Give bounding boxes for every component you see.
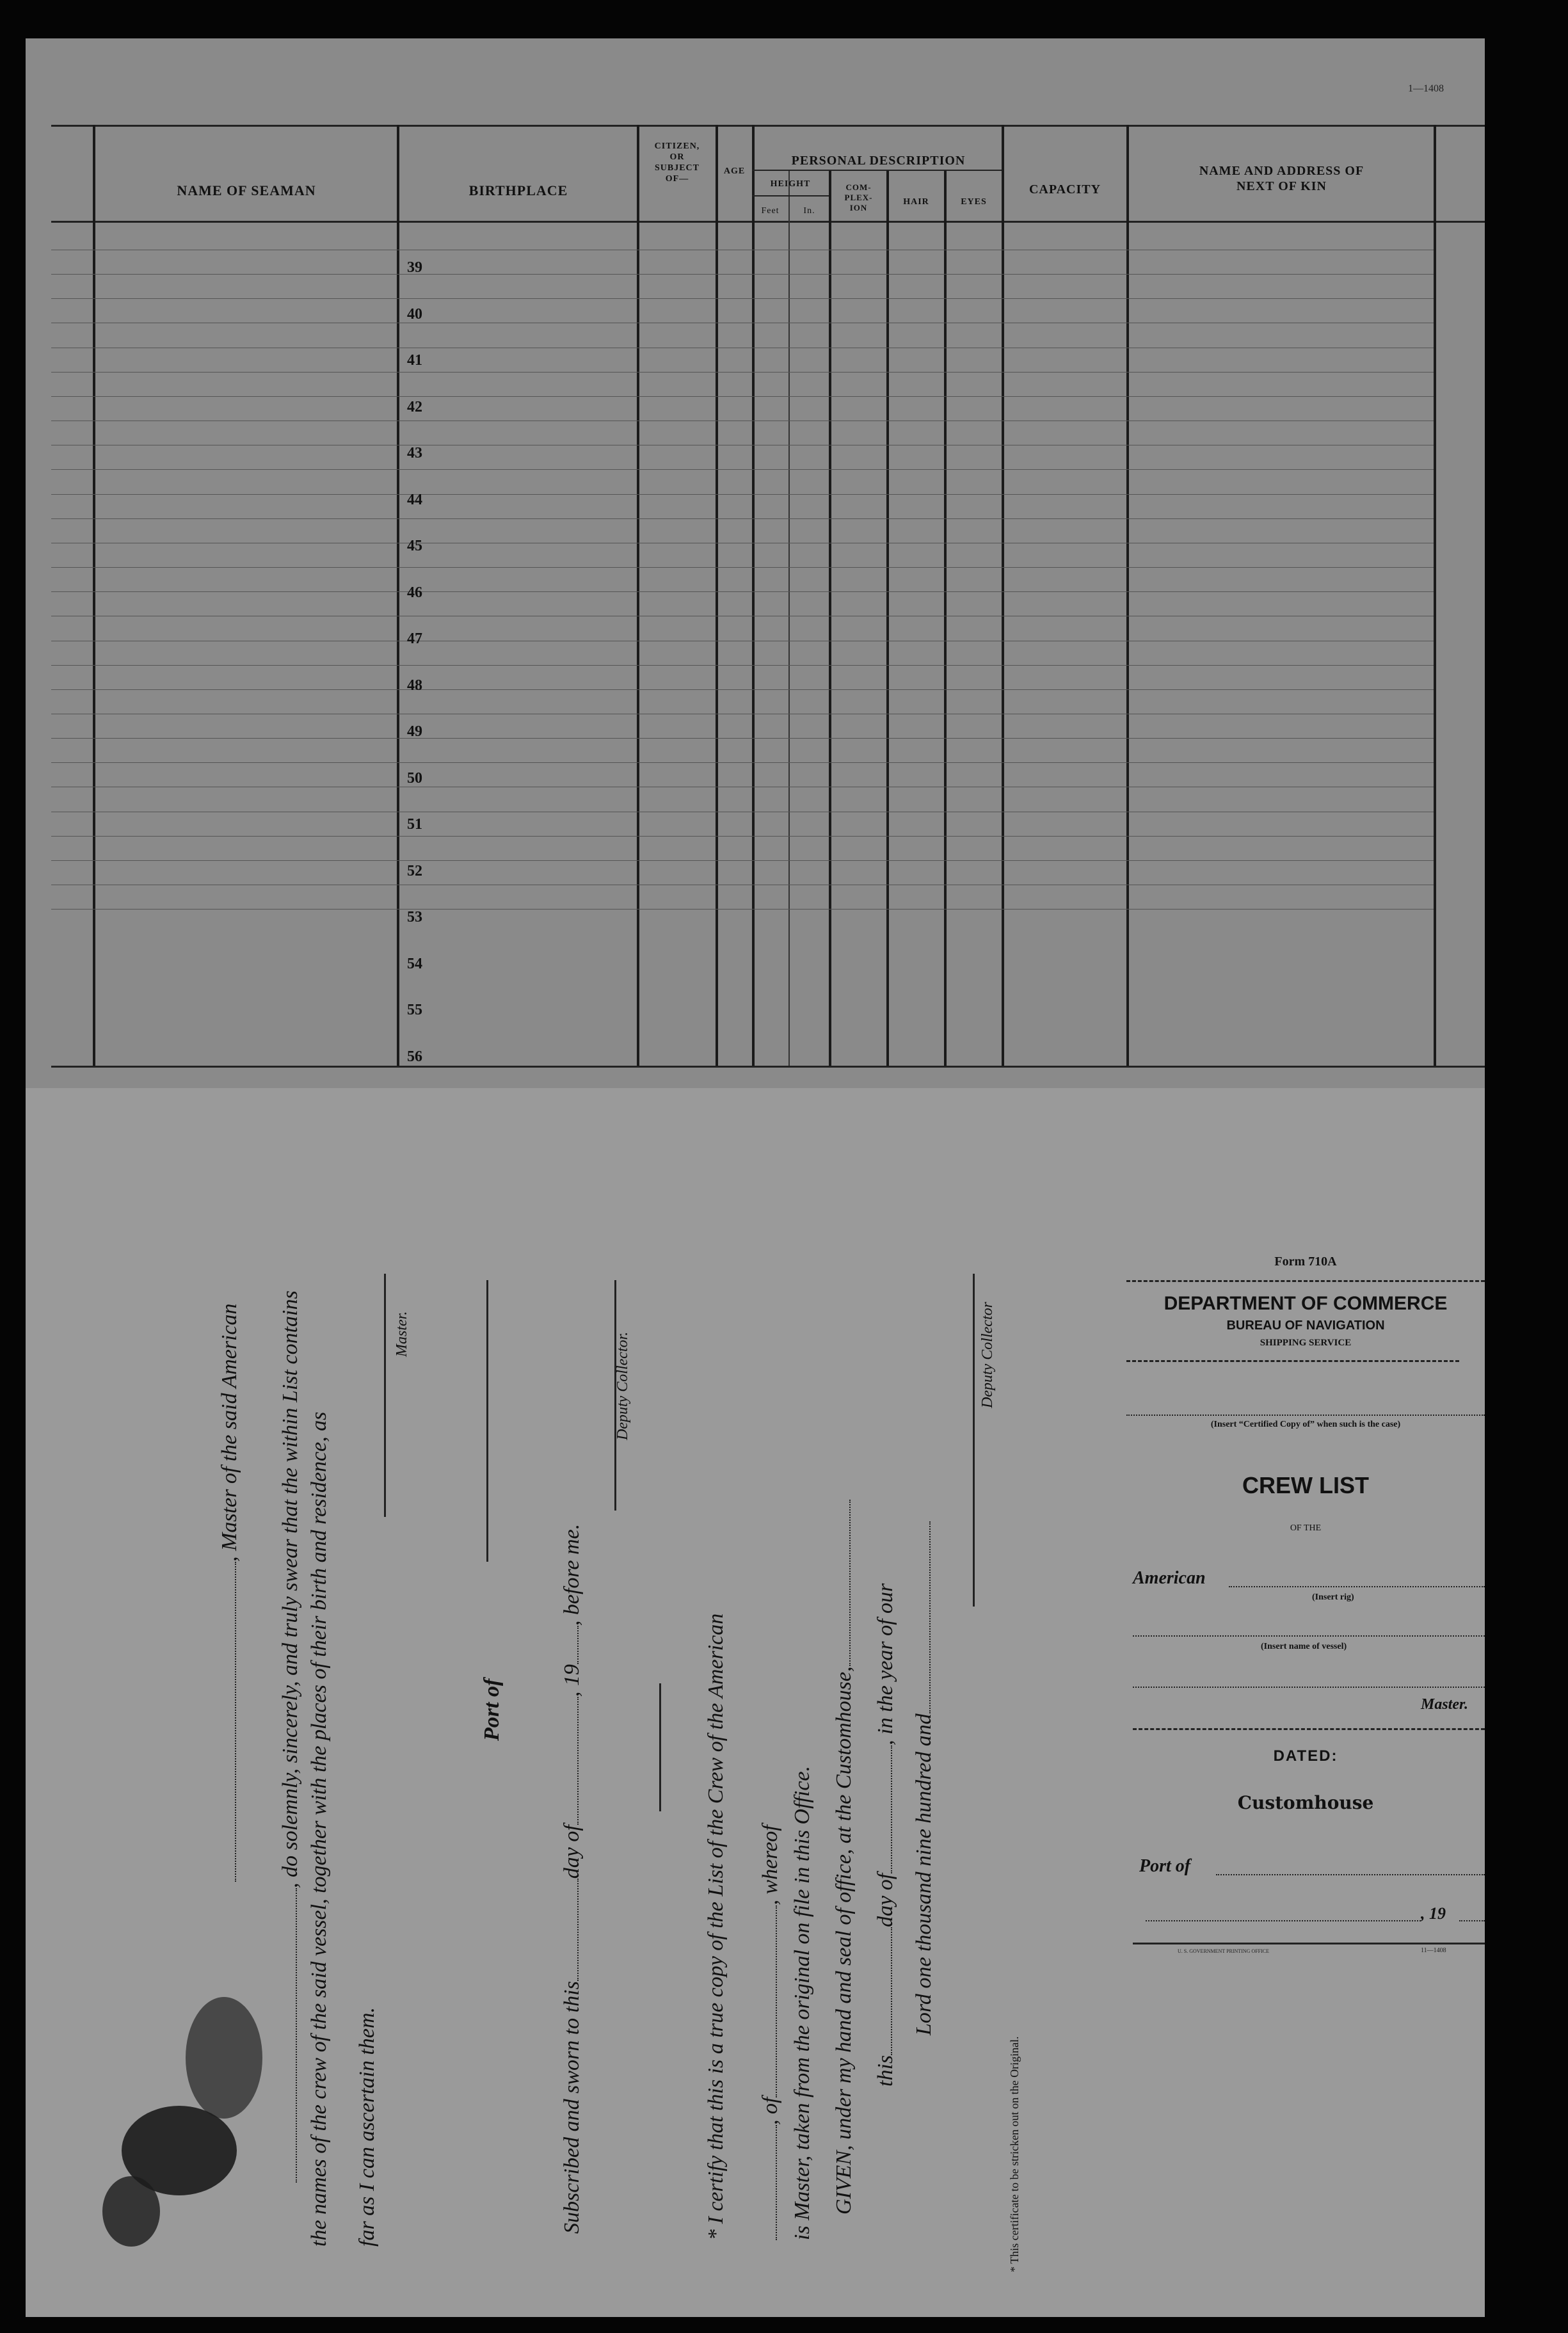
- cover-panel: [1101, 1255, 1510, 2087]
- cover-year-label: , 19: [1421, 1904, 1446, 1923]
- row-rule: [51, 762, 1434, 763]
- insert-rig-note: (Insert rig): [1312, 1592, 1354, 1602]
- header-height: HEIGHT: [770, 179, 811, 189]
- header-inches: In.: [803, 206, 815, 216]
- certificate-footnote: * This certificate to be stricken out on the Original.: [1008, 2036, 1021, 2272]
- column-divider: [1126, 125, 1129, 1066]
- column-divider: [1434, 125, 1436, 1066]
- certified-copy-line: [1126, 1415, 1485, 1416]
- height-rule: [752, 195, 829, 196]
- row-rule: [51, 469, 1434, 470]
- column-divider: [944, 170, 947, 1066]
- row-rule: [51, 494, 1434, 495]
- row-number: 42: [407, 398, 422, 415]
- row-rule: [51, 567, 1434, 568]
- crew-table: [26, 38, 1485, 1088]
- header-name-of-seaman: NAME OF SEAMAN: [177, 182, 316, 198]
- cover-port-of-label: Port of: [1139, 1856, 1191, 1876]
- oath-line-2: , do solemnly, sincerely, and truly swear that the within List contains: [278, 1290, 303, 2183]
- deputy-collector-1: Deputy Collector.: [614, 1331, 631, 1440]
- oath-and-cover-section: [26, 1088, 1485, 2317]
- header-citizen: CITIZEN, OR SUBJECT OF—: [654, 141, 700, 184]
- cover-date-line: [1146, 1920, 1421, 1921]
- divider-line: [659, 1683, 661, 1811]
- header-eyes: EYES: [961, 197, 987, 207]
- row-rule: [51, 909, 1434, 910]
- cover-master-label: Master.: [1421, 1696, 1469, 1713]
- row-number: 52: [407, 862, 422, 879]
- row-number: 54: [407, 955, 422, 972]
- row-rule: [51, 372, 1434, 373]
- customhouse-label: Customhouse: [1237, 1792, 1374, 1813]
- column-divider: [886, 170, 889, 1066]
- row-number: 46: [407, 584, 422, 601]
- master-label: Master.: [394, 1311, 410, 1357]
- row-number: 55: [407, 1002, 422, 1018]
- crew-list-title: CREW LIST: [1242, 1472, 1369, 1498]
- row-number: 48: [407, 677, 422, 694]
- header-birthplace: BIRTHPLACE: [468, 182, 568, 198]
- row-number: 39: [407, 259, 422, 276]
- column-divider: [752, 125, 755, 1066]
- column-divider: [788, 170, 790, 1066]
- column-divider: [637, 125, 639, 1066]
- cover-rule: [1126, 1280, 1485, 1282]
- table-bottom-border: [51, 1066, 1485, 1068]
- row-number: 40: [407, 305, 422, 323]
- row-number: 41: [407, 352, 422, 369]
- row-number: 56: [407, 1048, 422, 1065]
- column-divider: [716, 125, 718, 1066]
- personal-description-rule: [752, 170, 1002, 171]
- row-rule: [51, 274, 1434, 275]
- paper-damage-stain: [186, 1997, 262, 2119]
- row-number: 43: [407, 445, 422, 461]
- row-rule: [51, 396, 1434, 397]
- header-age: AGE: [723, 166, 746, 176]
- column-divider: [93, 125, 95, 1066]
- header-complexion: COM- PLEX- ION: [844, 182, 873, 212]
- document-page: [26, 38, 1485, 2317]
- print-code: 11—1408: [1421, 1947, 1446, 1954]
- form-number-top: 1—1408: [1408, 83, 1444, 94]
- master-name-line: [1133, 1687, 1485, 1688]
- cover-rule: [1126, 1360, 1459, 1362]
- certificate-line-4: GIVEN, under my hand and seal of office, at the Customhouse,: [832, 1500, 856, 2215]
- row-rule: [51, 836, 1434, 837]
- row-rule: [51, 738, 1434, 739]
- certificate-line-2: , of, whereof: [758, 1825, 783, 2240]
- bureau-title: BUREAU OF NAVIGATION: [1226, 1319, 1385, 1333]
- service-title: SHIPPING SERVICE: [1260, 1338, 1352, 1348]
- subscribed-line: Subscribed and sworn to thisday of, 19, before me.: [560, 1523, 584, 2234]
- of-the-label: OF THE: [1290, 1523, 1322, 1533]
- oath-line-3: the names of the crew of the said vessel, together with the places of their birth and residence, as: [307, 1411, 331, 2247]
- port-of-label: Port of: [480, 1678, 504, 1741]
- rig-line: [1229, 1586, 1485, 1587]
- vessel-name-line: [1133, 1635, 1485, 1637]
- printing-office-note: U. S. GOVERNMENT PRINTING OFFICE: [1178, 1948, 1269, 1954]
- oath-line-4: far as I can ascertain them.: [355, 2007, 379, 2247]
- header-personal-description: PERSONAL DESCRIPTION: [791, 154, 966, 168]
- cover-bottom-rule: [1133, 1943, 1485, 1944]
- master-signature-line: [384, 1274, 386, 1517]
- table-top-border: [51, 125, 1485, 127]
- paper-damage-stain: [102, 2176, 160, 2247]
- cover-rule: [1133, 1728, 1485, 1730]
- deputy-collector-2: Deputy Collector: [979, 1302, 996, 1408]
- header-capacity: CAPACITY: [1028, 182, 1101, 196]
- oath-line-1: , Master of the said American: [218, 1303, 242, 1882]
- row-number: 49: [407, 723, 422, 740]
- row-number: 45: [407, 538, 422, 554]
- row-rule: [51, 298, 1434, 299]
- deputy-collector-line-2: [973, 1274, 975, 1607]
- department-title: DEPARTMENT OF COMMERCE: [1164, 1293, 1448, 1314]
- form-number: Form 710A: [1274, 1255, 1337, 1269]
- port-of-line: [486, 1280, 488, 1562]
- certificate-line-5: thisday of, in the year of our: [874, 1583, 897, 2087]
- header-feet: Feet: [761, 206, 780, 216]
- row-rule: [51, 591, 1434, 592]
- certificate-line-6: Lord one thousand nine hundred and: [912, 1521, 936, 2035]
- insert-vessel-note: (Insert name of vessel): [1261, 1642, 1347, 1651]
- column-divider: [829, 170, 831, 1066]
- certificate-line-1: * I certify that this is a true copy of the List of the Crew of the American: [704, 1613, 728, 2240]
- column-divider: [1002, 125, 1004, 1066]
- american-label: American: [1133, 1568, 1206, 1588]
- row-number: 44: [407, 491, 422, 508]
- row-rule: [51, 665, 1434, 666]
- cover-year-line: [1459, 1920, 1485, 1921]
- row-number: 50: [407, 769, 422, 787]
- row-number: 53: [407, 909, 422, 926]
- row-number: 47: [407, 630, 422, 647]
- certified-note: (Insert “Certified Copy of” when such is the case): [1210, 1420, 1401, 1429]
- header-next-of-kin: NAME AND ADDRESS OF NEXT OF KIN: [1199, 164, 1364, 193]
- header-hair: HAIR: [903, 197, 929, 207]
- certificate-line-3: is Master, taken from the original on file in this Office.: [790, 1765, 814, 2240]
- cover-port-line: [1216, 1874, 1485, 1875]
- dated-label: DATED:: [1273, 1747, 1338, 1765]
- row-rule: [51, 860, 1434, 861]
- row-rule: [51, 689, 1434, 690]
- row-number: 51: [407, 816, 422, 833]
- header-bottom-border: [51, 221, 1485, 223]
- row-rule: [51, 518, 1434, 519]
